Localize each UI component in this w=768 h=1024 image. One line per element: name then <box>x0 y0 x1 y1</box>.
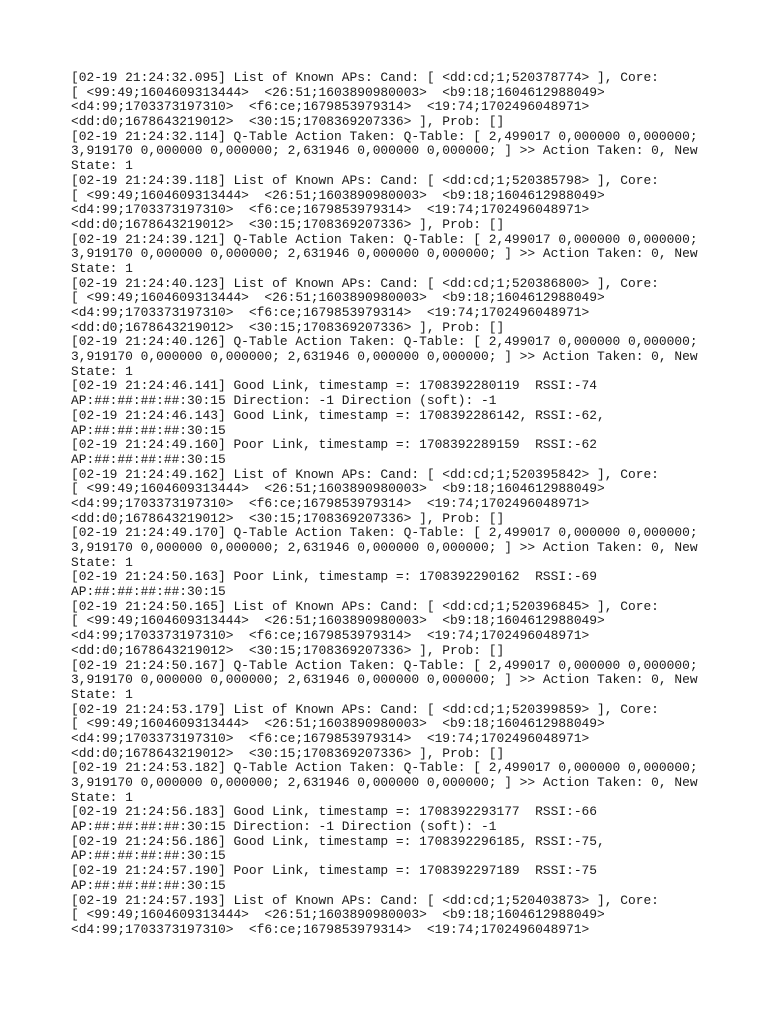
log-line: 3,919170 0,000000 0,000000; 2,631946 0,000000 0,000000; ] >> Action Taken: 0, New <box>71 349 698 365</box>
log-line: [02-19 21:24:40.123] List of Known APs: Cand: [ <dd:cd;1;520386800> ], Core: <box>71 275 659 291</box>
log-line: [02-19 21:24:49.162] List of Known APs: Cand: [ <dd:cd;1;520395842> ], Core: <box>71 466 659 482</box>
log-line: <dd:d0;1678643219012> <30:15;1708369207336> ], Prob: [] <box>71 114 505 130</box>
log-line: State: 1 <box>71 158 133 174</box>
log-line: State: 1 <box>71 260 133 276</box>
log-line: [ <99:49;1604609313444> <26:51;1603890980003> <b9:18;1604612988049> <box>71 481 605 497</box>
log-line: AP:##:##:##:##:30:15 <box>71 848 226 864</box>
log-line: State: 1 <box>71 363 133 379</box>
log-line: [02-19 21:24:56.183] Good Link, timestamp =: 1708392293177 RSSI:-66 <box>71 804 598 820</box>
log-line: [ <99:49;1604609313444> <26:51;1603890980003> <b9:18;1604612988049> <box>71 187 605 203</box>
log-line: <d4:99;1703373197310> <f6:ce;1679853979314> <19:74;1702496048971> <box>71 730 590 746</box>
log-line: <d4:99;1703373197310> <f6:ce;1679853979314> <19:74;1702496048971> <box>71 921 590 937</box>
log-line: [02-19 21:24:56.186] Good Link, timestamp =: 1708392296185, RSSI:-75, <box>71 833 605 849</box>
log-line: [ <99:49;1604609313444> <26:51;1603890980003> <b9:18;1604612988049> <box>71 716 605 732</box>
log-line: <dd:d0;1678643219012> <30:15;1708369207336> ], Prob: [] <box>71 510 505 526</box>
log-line: AP:##:##:##:##:30:15 <box>71 422 226 438</box>
log-line: [02-19 21:24:40.126] Q-Table Action Taken: Q-Table: [ 2,499017 0,000000 0,000000; <box>71 334 698 350</box>
log-line: 3,919170 0,000000 0,000000; 2,631946 0,000000 0,000000; ] >> Action Taken: 0, New <box>71 246 698 262</box>
log-line: [02-19 21:24:39.121] Q-Table Action Taken: Q-Table: [ 2,499017 0,000000 0,000000; <box>71 231 698 247</box>
log-line: <d4:99;1703373197310> <f6:ce;1679853979314> <19:74;1702496048971> <box>71 305 590 320</box>
log-line: [ <99:49;1604609313444> <26:51;1603890980003> <b9:18;1604612988049> <box>71 290 605 306</box>
log-line: [02-19 21:24:49.170] Q-Table Action Taken: Q-Table: [ 2,499017 0,000000 0,000000; <box>71 525 698 541</box>
log-line: [02-19 21:24:46.143] Good Link, timestamp =: 1708392286142, RSSI:-62, <box>71 407 605 423</box>
log-line: [02-19 21:24:57.193] List of Known APs: Cand: [ <dd:cd;1;520403873> ], Core: <box>71 892 659 908</box>
log-line: AP:##:##:##:##:30:15 Direction: -1 Direction (soft): -1 <box>71 819 497 835</box>
log-line: AP:##:##:##:##:30:15 Direction: -1 Direction (soft): -1 <box>71 393 497 409</box>
log-line: State: 1 <box>71 686 133 702</box>
log-text-view <box>71 71 761 938</box>
log-line: 3,919170 0,000000 0,000000; 2,631946 0,000000 0,000000; ] >> Action Taken: 0, New <box>71 775 698 790</box>
log-line: State: 1 <box>71 789 133 805</box>
log-line: <dd:d0;1678643219012> <30:15;1708369207336> ], Prob: [] <box>71 216 505 232</box>
log-line: <dd:d0;1678643219012> <30:15;1708369207336> ], Prob: [] <box>71 319 505 335</box>
log-line: <dd:d0;1678643219012> <30:15;1708369207336> ], Prob: [] <box>71 642 505 658</box>
log-line: [02-19 21:24:32.095] List of Known APs: Cand: [ <dd:cd;1;520378774> ], Core: <box>71 70 659 85</box>
log-line: [ <99:49;1604609313444> <26:51;1603890980003> <b9:18;1604612988049> <box>71 84 605 100</box>
log-line: [02-19 21:24:32.114] Q-Table Action Taken: Q-Table: [ 2,499017 0,000000 0,000000; <box>71 128 698 144</box>
log-line: 3,919170 0,000000 0,000000; 2,631946 0,000000 0,000000; ] >> Action Taken: 0, New <box>71 143 698 159</box>
log-line: <dd:d0;1678643219012> <30:15;1708369207336> ], Prob: [] <box>71 745 505 761</box>
log-line: [02-19 21:24:39.118] List of Known APs: Cand: [ <dd:cd;1;520385798> ], Core: <box>71 172 659 188</box>
log-line: [02-19 21:24:50.163] Poor Link, timestamp =: 1708392290162 RSSI:-69 <box>71 569 598 585</box>
log-line: [ <99:49;1604609313444> <26:51;1603890980003> <b9:18;1604612988049> <box>71 613 605 629</box>
log-line: [02-19 21:24:49.160] Poor Link, timestamp =: 1708392289159 RSSI:-62 <box>71 437 598 453</box>
log-line: [02-19 21:24:50.167] Q-Table Action Taken: Q-Table: [ 2,499017 0,000000 0,000000; <box>71 657 698 673</box>
log-line: State: 1 <box>71 554 133 570</box>
log-line: <d4:99;1703373197310> <f6:ce;1679853979314> <19:74;1702496048971> <box>71 202 590 218</box>
log-line: <d4:99;1703373197310> <f6:ce;1679853979314> <19:74;1702496048971> <box>71 495 590 511</box>
log-line: AP:##:##:##:##:30:15 <box>71 451 226 467</box>
log-line: <d4:99;1703373197310> <f6:ce;1679853979314> <19:74;1702496048971> <box>71 99 590 115</box>
log-line: [02-19 21:24:53.182] Q-Table Action Taken: Q-Table: [ 2,499017 0,000000 0,000000; <box>71 760 698 776</box>
log-line: [ <99:49;1604609313444> <26:51;1603890980003> <b9:18;1604612988049> <box>71 907 605 923</box>
log-line: [02-19 21:24:53.179] List of Known APs: Cand: [ <dd:cd;1;520399859> ], Core: <box>71 701 659 717</box>
log-line: [02-19 21:24:57.190] Poor Link, timestamp =: 1708392297189 RSSI:-75 <box>71 863 598 879</box>
log-line: 3,919170 0,000000 0,000000; 2,631946 0,000000 0,000000; ] >> Action Taken: 0, New <box>71 672 698 688</box>
log-line: <d4:99;1703373197310> <f6:ce;1679853979314> <19:74;1702496048971> <box>71 628 590 644</box>
log-line: 3,919170 0,000000 0,000000; 2,631946 0,000000 0,000000; ] >> Action Taken: 0, New <box>71 540 698 555</box>
log-line: AP:##:##:##:##:30:15 <box>71 877 226 893</box>
log-line: [02-19 21:24:50.165] List of Known APs: Cand: [ <dd:cd;1;520396845> ], Core: <box>71 598 659 614</box>
log-line: [02-19 21:24:46.141] Good Link, timestamp =: 1708392280119 RSSI:-74 <box>71 378 598 394</box>
log-line: AP:##:##:##:##:30:15 <box>71 584 226 600</box>
